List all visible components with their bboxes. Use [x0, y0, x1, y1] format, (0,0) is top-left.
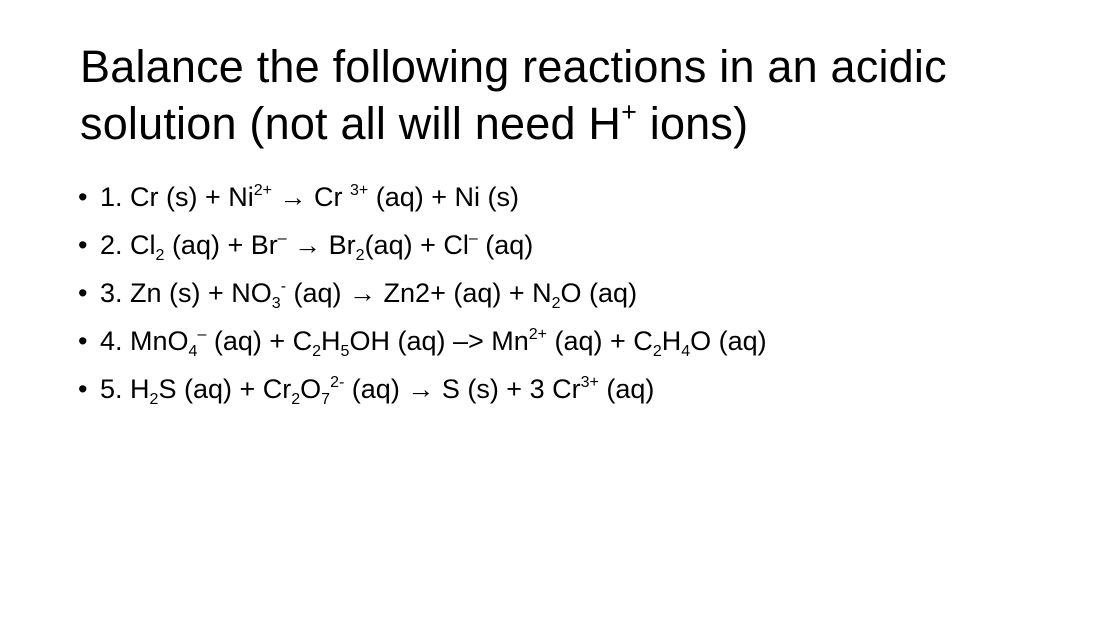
- reaction-3-nitrogen-subscript: 2: [551, 295, 561, 312]
- reaction-item-1: [78, 173, 1058, 221]
- slide-title: [80, 38, 1060, 152]
- reaction-4-ethanol-carbon-subscript: 2: [312, 343, 322, 360]
- bullet-icon: •: [78, 326, 88, 356]
- reaction-2-text: 2. Cl: [100, 230, 156, 260]
- reaction-5-oxygen-text: O: [300, 374, 322, 404]
- reaction-3-text: 3. Zn (s) + NO: [100, 278, 272, 308]
- reaction-list: [78, 173, 1058, 413]
- reaction-2-bromide-text: (aq) + Br: [164, 230, 278, 260]
- reaction-4-acetaldehyde-h: H: [661, 326, 682, 356]
- reaction-4-ethanol-text: (aq) + C: [206, 326, 313, 356]
- reaction-4-text: 4. MnO: [100, 326, 189, 356]
- reaction-2-chlorine-subscript: 2: [155, 247, 165, 264]
- reaction-5-text: 5. H: [100, 374, 150, 404]
- reaction-4-acetaldehyde-hydrogen-subscript: 4: [681, 343, 691, 360]
- reaction-1-end: (aq) + Ni (s): [368, 182, 520, 212]
- reaction-3-arrow-text: (aq) → Zn2+ (aq) + N: [286, 278, 552, 308]
- reaction-1-chromium-charge: 3+: [350, 182, 369, 199]
- bullet-icon: •: [78, 230, 88, 260]
- reaction-4-arrow-text: OH (aq) –> Mn: [349, 326, 529, 356]
- reaction-5-arrow-text: (aq) → S (s) + 3 Cr: [344, 374, 581, 404]
- reaction-5-oxygen-subscript: 7: [321, 391, 331, 408]
- reaction-3-nitrate-charge: -: [280, 278, 287, 295]
- reaction-4-permanganate-charge: –: [197, 326, 207, 343]
- reaction-2-end: (aq): [477, 230, 534, 260]
- title-line-2-main: solution (not all will need H: [80, 98, 622, 149]
- reaction-item-5: [78, 365, 1058, 413]
- reaction-4-acetaldehyde-text: (aq) + C: [547, 326, 653, 356]
- reaction-item-2: [78, 221, 1058, 269]
- reaction-5-dichromate-charge: 2-: [330, 374, 345, 391]
- bullet-icon: •: [78, 278, 88, 308]
- reaction-4-ethanol-hydrogen-subscript: 5: [340, 343, 350, 360]
- reaction-2-chloride-charge: –: [468, 230, 478, 247]
- reaction-5-chromium-charge: 3+: [580, 374, 599, 391]
- bullet-icon: •: [78, 182, 88, 212]
- reaction-3-end: O (aq): [560, 278, 638, 308]
- reaction-2-bromine-subscript: 2: [355, 247, 365, 264]
- reaction-1-arrow-text: → Cr: [272, 182, 351, 212]
- reaction-4-acetaldehyde-carbon-subscript: 2: [652, 343, 662, 360]
- reaction-2-bromide-charge: –: [277, 230, 287, 247]
- reaction-1-text: 1. Cr (s) + Ni: [100, 182, 254, 212]
- reaction-item-4: [78, 317, 1058, 365]
- reaction-4-manganese-charge: 2+: [528, 326, 548, 343]
- reaction-5-hydrogen-subscript: 2: [149, 391, 159, 408]
- title-line-2: [80, 95, 1060, 152]
- reaction-4-end: O (aq): [690, 326, 767, 356]
- reaction-1-nickel-charge: 2+: [253, 182, 273, 199]
- bullet-icon: •: [78, 374, 88, 404]
- title-line-2-end: ions): [637, 98, 749, 149]
- reaction-4-ethanol-h: H: [321, 326, 341, 356]
- reaction-5-end: (aq): [598, 374, 655, 404]
- reaction-3-nitrate-subscript: 3: [271, 295, 281, 312]
- reaction-5-chromium-subscript: 2: [291, 391, 301, 408]
- reaction-2-chloride-text: (aq) + Cl: [364, 230, 469, 260]
- title-line-1: Balance the following reactions in an acidic: [80, 41, 947, 92]
- reaction-2-arrow-text: → Br: [286, 230, 356, 260]
- reaction-5-dichromate-text: S (aq) + Cr: [158, 374, 292, 404]
- reaction-item-3: [78, 269, 1058, 317]
- hydrogen-ion-charge: +: [621, 97, 638, 127]
- reaction-4-permanganate-subscript: 4: [188, 343, 198, 360]
